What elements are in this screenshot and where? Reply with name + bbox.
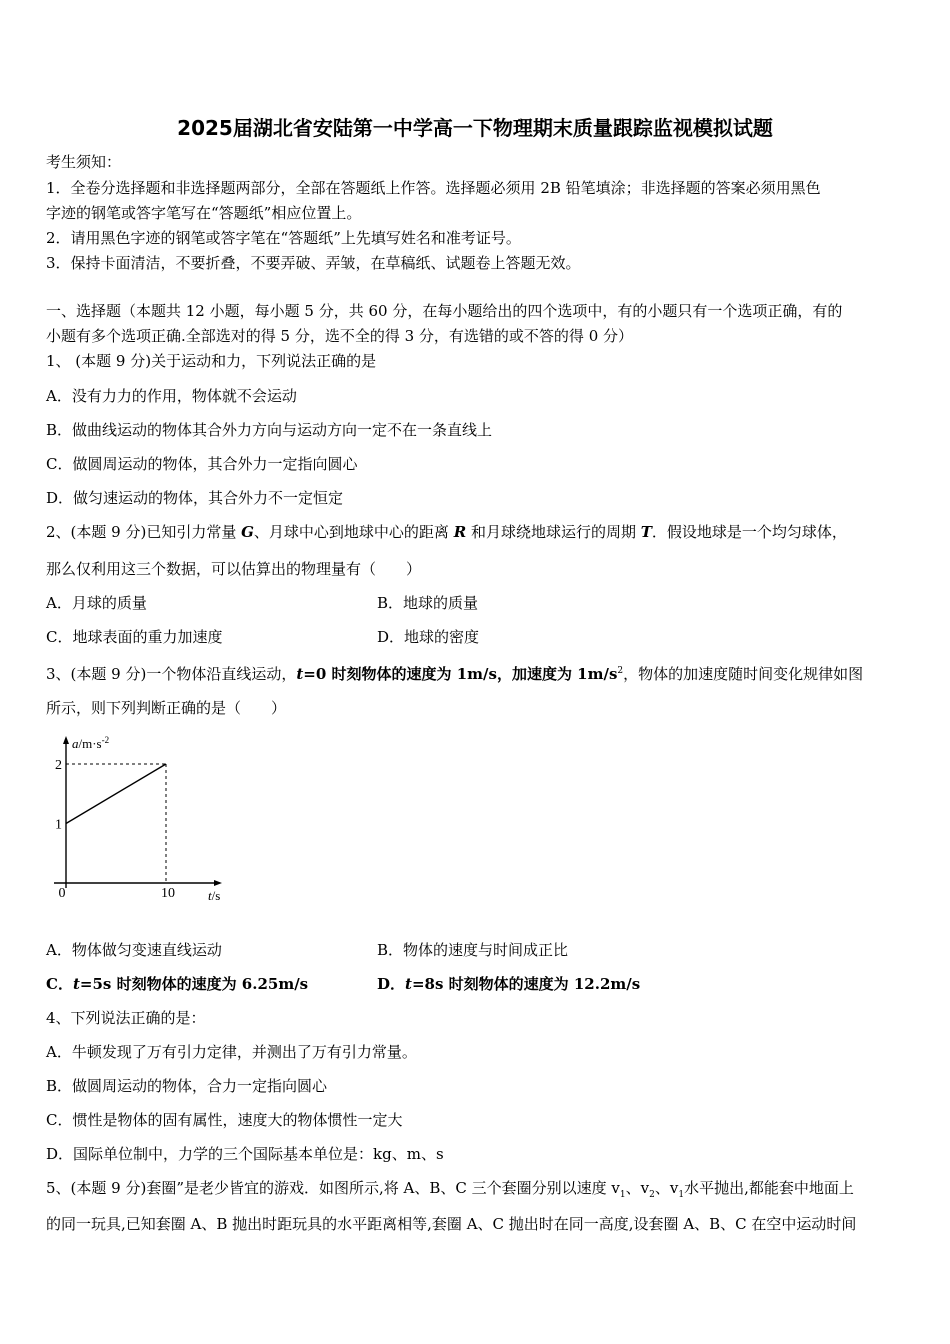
acceleration-time-chart xyxy=(46,728,246,908)
x-tick-label: 10 xyxy=(161,886,175,901)
q3-option-a: A．物体做匀变速直线运动 xyxy=(46,941,222,959)
notice-item-3: 3．保持卡面清洁，不要折叠，不要弄破、弄皱，在草稿纸、试题卷上答题无效。 xyxy=(46,254,581,272)
subscript: 1 xyxy=(678,1190,685,1200)
q2-stem-part: 和月球绕地球运行的周期 xyxy=(466,523,641,541)
q3-option-d xyxy=(377,974,640,994)
q2-option-c: C．地球表面的重力加速度 xyxy=(46,628,223,646)
q3-option-b: B．物体的速度与时间成正比 xyxy=(377,941,569,959)
q2-var-t: T xyxy=(640,523,652,541)
q5-stem xyxy=(46,1178,854,1205)
q4-option-c: C．惯性是物体的固有属性，速度大的物体惯性一定大 xyxy=(46,1111,403,1129)
option-prefix: D． xyxy=(377,975,406,993)
q2-option-a: A．月球的质量 xyxy=(46,594,147,612)
y-tick-label: 2 xyxy=(55,758,62,773)
option-text: =5s 时刻物体的速度为 6.25m/s xyxy=(79,975,309,993)
y-axis-label: $a/m\cdot s^{-2}$ xyxy=(72,735,110,751)
q4-stem: 4、下列说法正确的是： xyxy=(46,1009,206,1027)
q2-stem-part: ．假设地球是一个均匀球体， xyxy=(651,523,847,541)
q4-option-a: A．牛顿发现了万有引力定律，并测出了万有引力常量。 xyxy=(46,1043,417,1061)
notice-item-1: 1．全卷分选择题和非选择题两部分，全部在答题纸上作答。选择题必须用 2B 铅笔填涂；非选择题的答案必须用黑色 xyxy=(46,179,821,197)
q3-stem-part: =0 时刻物体的速度为 1m/s，加速度为 1m/s xyxy=(303,665,618,683)
subscript: 1 xyxy=(619,1190,626,1200)
var-t: t xyxy=(405,975,412,993)
section-instructions-cont: 小题有多个选项正确.全部选对的得 5 分，选不全的得 3 分，有选错的或不答的得 0 分） xyxy=(46,327,634,345)
x-tick-label: 0 xyxy=(58,886,66,901)
q3-exponent: 2 xyxy=(617,666,624,676)
q5-stem-part: 5、(本题 9 分)套圈”是老少皆宜的游戏．如图所示,将 A、B、C 三个套圈分别以速度 v xyxy=(46,1179,620,1197)
series-line-a-t xyxy=(66,764,166,824)
q3-stem-cont: 所示，则下列判断正确的是（ ） xyxy=(46,699,287,717)
q4-option-b: B．做圆周运动的物体，合力一定指向圆心 xyxy=(46,1077,328,1095)
q3-stem-part: 3、(本题 9 分)一个物体沿直线运动， xyxy=(46,665,297,683)
q3-stem xyxy=(46,661,863,684)
q1-option-b: B．做曲线运动的物体其合外力方向与运动方向一定不在一条直线上 xyxy=(46,421,493,439)
q2-stem xyxy=(46,522,847,542)
y-axis-arrow xyxy=(63,736,69,744)
q2-stem-part: 、月球中心到地球中心的距离 xyxy=(253,523,454,541)
q2-option-b: B．地球的质量 xyxy=(377,594,479,612)
notice-heading: 考生须知： xyxy=(46,153,122,171)
q1-option-d: D．做匀速运动的物体，其合外力不一定恒定 xyxy=(46,489,344,507)
q4-option-d: D．国际单位制中，力学的三个国际基本单位是：kg、m、s xyxy=(46,1145,444,1163)
section-instructions: 一、选择题（本题共 12 小题，每小题 5 分，共 60 分，在每小题给出的四个选项中，有的小题只有一个选项正确，有的 xyxy=(46,302,843,320)
q2-stem-part: 2、(本题 9 分)已知引力常量 xyxy=(46,523,242,541)
notice-item-2: 2．请用黑色字迹的钢笔或答字笔在“答题纸”上先填写姓名和准考证号。 xyxy=(46,229,521,247)
notice-item-1-cont: 字迹的钢笔或答字笔写在“答题纸”相应位置上。 xyxy=(46,204,362,222)
q1-option-a: A．没有力力的作用，物体就不会运动 xyxy=(46,387,297,405)
option-text: =8s 时刻物体的速度为 12.2m/s xyxy=(411,975,641,993)
q2-var-g: G xyxy=(241,523,254,541)
q5-stem-cont: 的同一玩具,已知套圈 A、B 抛出时距玩具的水平距离相等,套圈 A、C 抛出时在同一高度,设套圈 A、B、C 在空中运动时间 xyxy=(46,1215,857,1233)
q5-stem-part: 水平抛出,都能套中地面上 xyxy=(684,1179,854,1197)
page-title: 2025届湖北省安陆第一中学高一下物理期末质量跟踪监视模拟试题 xyxy=(177,116,773,140)
subscript: 2 xyxy=(649,1190,655,1200)
q3-stem-part: ，物体的加速度随时间变化规律如图 xyxy=(623,665,864,683)
q5-stem-part: 、v xyxy=(625,1179,650,1197)
q5-stem-part: 、v xyxy=(654,1179,679,1197)
y-tick-label: 1 xyxy=(55,817,62,833)
var-t: t xyxy=(72,975,80,993)
q3-var-t: t xyxy=(296,665,304,683)
q2-stem-cont: 那么仅利用这三个数据，可以估算出的物理量有（ ） xyxy=(46,560,422,578)
x-axis-arrow xyxy=(214,880,222,886)
q2-var-r: R xyxy=(453,523,467,541)
q3-option-c xyxy=(46,974,308,994)
q2-option-d: D．地球的密度 xyxy=(377,628,480,646)
q1-stem: 1、 (本题 9 分)关于运动和力，下列说法正确的是 xyxy=(46,352,377,370)
q1-option-c: C．做圆周运动的物体，其合外力一定指向圆心 xyxy=(46,455,358,473)
x-axis-label: t/s xyxy=(208,888,221,903)
option-prefix: C． xyxy=(46,975,73,993)
